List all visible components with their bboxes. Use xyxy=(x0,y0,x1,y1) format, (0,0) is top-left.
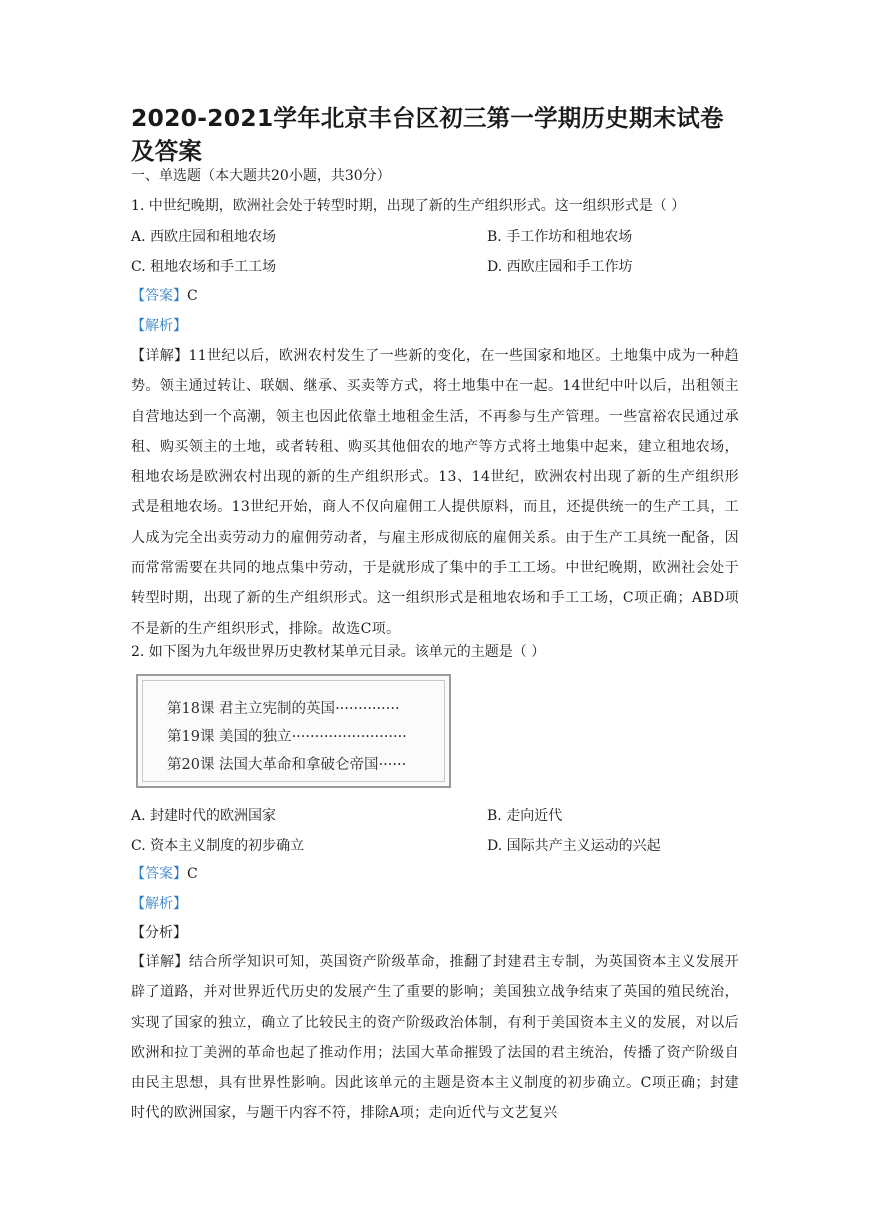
toc-item: 第20课 法国大革命和拿破仑帝国······ xyxy=(167,757,407,773)
question-1-option-b: B. 手工作坊和租地农场 xyxy=(487,229,633,245)
question-1-option-d: D. 西欧庄园和手工作坊 xyxy=(487,259,633,275)
question-2-detail xyxy=(131,947,739,1129)
question-2-option-d: D. 国际共产主义运动的兴起 xyxy=(487,838,661,854)
toc-item: 第18课 君主立宪制的英国·············· xyxy=(167,701,400,717)
question-2-answer xyxy=(131,864,198,884)
question-1-answer xyxy=(131,286,198,306)
toc-item: 第19课 美国的独立························· xyxy=(167,729,407,745)
question-2-fenxi-tag: 【分析】 xyxy=(131,925,187,941)
question-2-option-a: A. 封建时代的欧洲国家 xyxy=(131,808,277,824)
textbook-toc-figure xyxy=(136,674,451,788)
question-2-analysis-tag: 【解析】 xyxy=(131,896,187,912)
answer-value: C xyxy=(187,288,198,304)
answer-tag: 【答案】 xyxy=(131,288,187,304)
detail-text: 结合所学知识可知，英国资产阶级革命，推翻了封建君主专制，为英国资本主义发展开辟了道路，并对世界近代历史的发展产生了重要的影响；美国独立战争结束了英国的殖民统治，实现了国家的独立，确立了比较民主的资产阶级政治体制，有利于美国资本主义的发展，对以后欧洲和拉丁美洲的革命也起了推动作用；法国大革命摧毁了法国的君主统治，传播了资产阶级自由民主思想，具有世界性影响。因此该单元的主题是资本主义制度的初步确立。C项正确；封建时代的欧洲国家，与题干内容不符，排除A项；走向近代与文艺复兴 xyxy=(131,954,739,1122)
question-1-option-c: C. 租地农场和手工工场 xyxy=(131,259,277,275)
question-1-stem: 1. 中世纪晚期，欧洲社会处于转型时期，出现了新的生产组织形式。这一组织形式是（ ） xyxy=(131,198,686,214)
detail-text: 11世纪以后，欧洲农村发生了一些新的变化，在一些国家和地区。土地集中成为一种趋势。领主通过转让、联姻、继承、买卖等方式，将土地集中在一起。14世纪中叶以后，出租领主自营地达到一个高潮，领主也因此依靠土地租金生活，不再参与生产管理。一些富裕农民通过承租、购买领主的土地，或者转租、购买其他佃农的地产等方式将土地集中起来，建立租地农场，租地农场是欧洲农村出现的新的生产组织形式。13、14世纪，欧洲农村出现了新的生产组织形式是租地农场。13世纪开始，商人不仅向雇佣工人提供原料，而且，还提供统一的生产工具，工人成为完全出卖劳动力的雇佣劳动者，与雇主形成彻底的雇佣关系。由于生产工具统一配备，因而常常需要在共同的地点集中劳动，于是就形成了集中的手工工场。中世纪晚期，欧洲社会处于转型时期，出现了新的生产组织形式。这一组织形式是租地农场和手工工场，C项正确；ABD项不是新的生产组织形式，排除。故选C项。 xyxy=(131,348,739,637)
question-2-option-b: B. 走向近代 xyxy=(487,808,563,824)
detail-tag: 【详解】 xyxy=(131,348,189,364)
answer-tag: 【答案】 xyxy=(131,866,187,882)
question-1-detail xyxy=(131,341,739,644)
question-2-option-c: C. 资本主义制度的初步确立 xyxy=(131,838,305,854)
question-1-option-a: A. 西欧庄园和租地农场 xyxy=(131,229,277,245)
question-1-analysis-tag: 【解析】 xyxy=(131,318,187,334)
question-2-stem: 2. 如下图为九年级世界历史教材某单元目录。该单元的主题是（ ） xyxy=(131,644,546,660)
detail-tag: 【详解】 xyxy=(131,954,189,970)
answer-value: C xyxy=(187,866,198,882)
section-heading: 一、单选题（本大题共20小题，共30分） xyxy=(131,168,391,184)
document-title: 2020-2021学年北京丰台区初三第一学期历史期末试卷及答案 xyxy=(131,104,724,165)
